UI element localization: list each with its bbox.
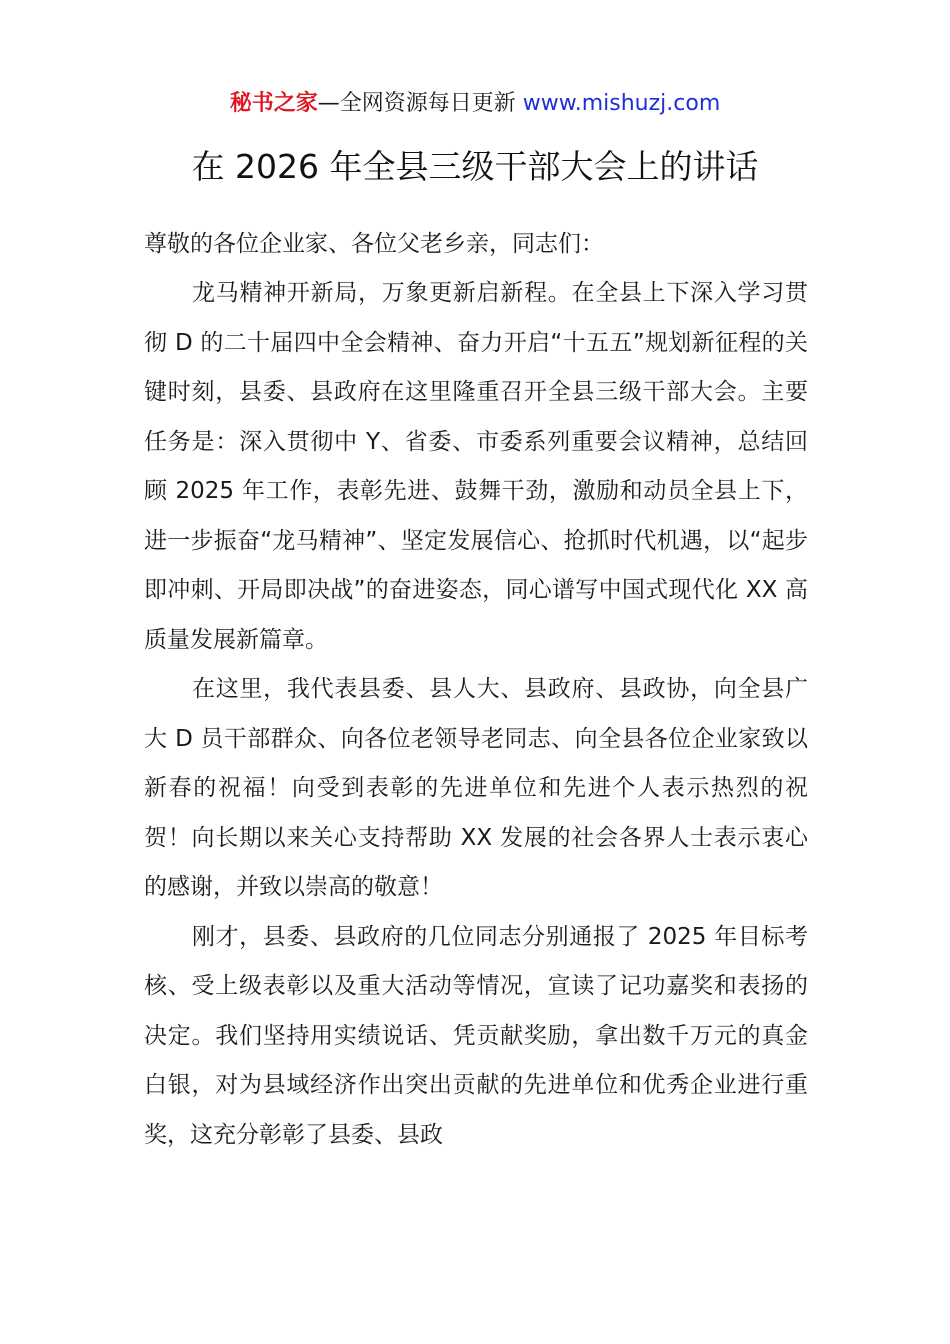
site-header <box>0 86 950 122</box>
paragraph: 龙马精神开新局，万象更新启新程。在全县上下深入学习贯彻 D 的二十届四中全会精神、奋力开启“十五五”规划新征程的关键时刻，县委、县政府在这里隆重召开全县三级干部大会。主要任务是：深入贯彻中 Y、省委、市委系列重要会议精神，总结回顾 2025 年工作，表彰先进、鼓舞干劲，激励和动员全县上下，进一步振奋“龙马精神”、坚定发展信心、抢抓时代机遇，以“起步即冲刺、开局即决战”的奋进姿态，同心谱写中国式现代化 XX 高质量发展新篇章。 <box>144 280 808 653</box>
salutation: 尊敬的各位企业家、各位父老乡亲，同志们： <box>144 231 604 257</box>
header-tagline: —全网资源每日更新 <box>317 91 523 116</box>
document-title: 在 2026 年全县三级干部大会上的讲话 <box>191 147 759 186</box>
document-body <box>144 269 808 1160</box>
paragraph: 刚才，县委、县政府的几位同志分别通报了 2025 年目标考核、受上级表彰以及重大活动等情况，宣读了记功嘉奖和表扬的决定。我们坚持用实绩说话、凭贡献奖励，拿出数千万元的真金白银，对为县域经济作出突出贡献的先进单位和优秀企业进行重奖，这充分彰彰了县委、县政 <box>144 923 808 1148</box>
paragraph: 在这里，我代表县委、县人大、县政府、县政协，向全县广大 D 员干部群众、向各位老领导老同志、向全县各位企业家致以新春的祝福！向受到表彰的先进单位和先进个人表示热烈的祝贺！向长期以来关心支持帮助 XX 发展的社会各界人士表示衷心的感谢，并致以崇高的敬意！ <box>144 676 808 900</box>
brand-name: 秘书之家 <box>229 91 318 116</box>
site-link[interactable]: www.mishuzj.com <box>522 91 721 116</box>
